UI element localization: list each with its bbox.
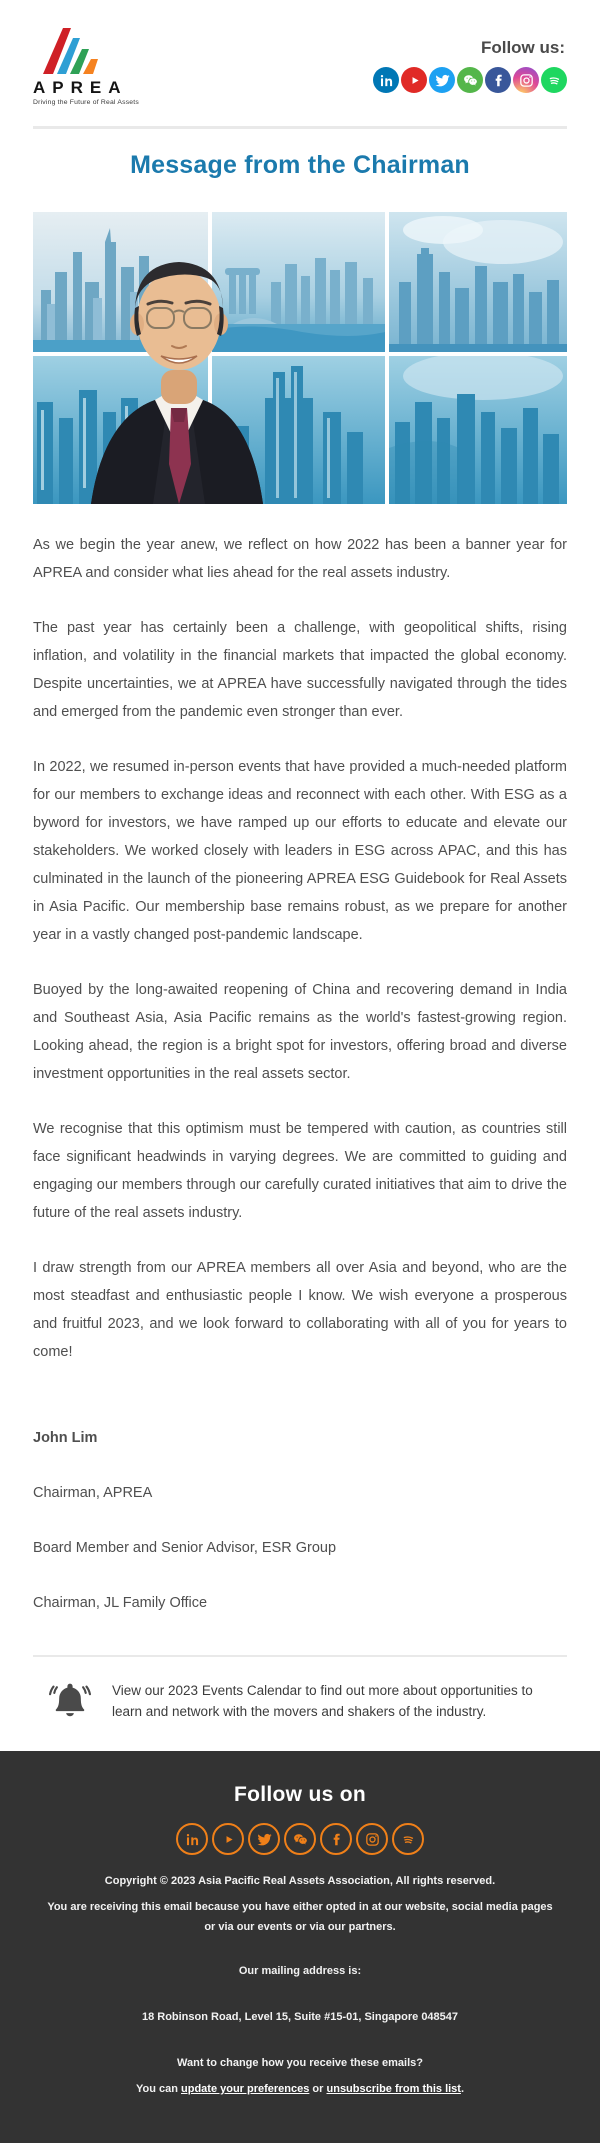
paragraph: I draw strength from our APREA members all over Asia and beyond, who are the most steadfast and enthusiastic people I know. We wish everyone a prosperous and fruitful 2023, and we look forward to collaborating with all of you for years to come! [33,1260,567,1360]
aprea-logo-icon [41,24,119,76]
receiving-text: You are receiving this email because you have either opted in at our website, social media pages or via our events or via our partners. [47,1901,553,1933]
header [0,0,600,112]
paragraph: As we begin the year anew, we reflect on how 2022 has been a banner year for APREA and consider what lies ahead for the real assets industry. [33,537,567,581]
paragraph: We recognise that this optimism must be tempered with caution, as countries still face significant headwinds in varying degrees. We are committed to guiding and engaging our members through our carefully curated initiatives that aim to drive the future of the real assets industry. [33,1121,567,1221]
change-middle: or [309,2083,327,2095]
page-title: Message from the Chairman [130,151,470,179]
update-preferences-link[interactable]: update your preferences [181,2083,310,2095]
change-question: Want to change how you receive these emails? [177,2057,423,2069]
facebook-icon[interactable] [320,1823,352,1855]
follow-us-label: Follow us: [480,38,565,57]
footer [0,1751,600,2143]
signature-name: John Lim [33,1430,98,1446]
chairman-message [33,531,567,1617]
preferences-line [40,2079,560,2099]
instagram-icon[interactable] [513,67,539,93]
paragraph: Buoyed by the long-awaited reopening of China and recovering demand in India and Southeast Asia, Asia Pacific remains as the world's fastest-growing region. Looking ahead, the region is a bright spot for investors, offering broad and diverse investment opportunities in the real assets sector. [33,982,567,1082]
chairman-photo-illustration [33,212,567,504]
aprea-logo [33,24,153,106]
brand-name: APREA [33,78,128,97]
linkedin-icon[interactable] [176,1823,208,1855]
bell-icon [44,1679,96,1723]
mailing-address: 18 Robinson Road, Level 15, Suite #15-01, Singapore 048547 [141,2011,459,2023]
notice-text: View our 2023 Events Calendar to find out more about opportunities to learn and network with the movers and shakers of the industry. [112,1683,533,1719]
facebook-icon[interactable] [485,67,511,93]
change-prefix: You can [135,2083,181,2095]
spotify-icon[interactable] [541,67,567,93]
twitter-icon[interactable] [248,1823,280,1855]
unsubscribe-link[interactable]: unsubscribe from this list [326,2083,461,2095]
brand-tagline: Driving the Future of Real Assets [33,99,139,106]
footer-social-icons [40,1823,560,1855]
signature-block [33,1424,567,1617]
wechat-icon[interactable] [284,1823,316,1855]
paragraph: The past year has certainly been a challenge, with geopolitical shifts, rising inflation, and volatility in the financial markets that impacted the global economy. Despite uncertainties, we at APREA have successfully navigated through the tides and emerged from the pandemic even stronger than ever. [33,620,567,720]
linkedin-icon[interactable] [373,67,399,93]
chairman-photo [33,212,567,504]
mailing-label: Our mailing address is: [238,1965,362,1977]
copyright-text: Copyright © 2023 Asia Pacific Real Assets Association, All rights reserved. [104,1875,496,1887]
instagram-icon[interactable] [356,1823,388,1855]
header-follow-block [373,24,567,93]
header-divider [33,126,567,129]
signature-title: Board Member and Senior Advisor, ESR Group [33,1540,337,1556]
youtube-icon[interactable] [212,1823,244,1855]
footer-follow-heading: Follow us on [234,1783,366,1806]
youtube-icon[interactable] [401,67,427,93]
wechat-icon[interactable] [457,67,483,93]
header-social-icons [373,67,567,93]
spotify-icon[interactable] [392,1823,424,1855]
signature-title: Chairman, JL Family Office [33,1595,208,1611]
paragraph: In 2022, we resumed in-person events that have provided a much-needed platform for our members to exchange ideas and reconnect with each other. With ESG as a byword for investors, we have ramped up our efforts to educate and elevate our stakeholders. We worked closely with leaders in ESG across APAC, and this has culminated in the launch of the pioneering APREA ESG Guidebook for Real Assets in Asia Pacific. Our membership base remains robust, as we prepare for another year in a vastly changed post-pandemic landscape. [33,759,567,943]
events-calendar-notice [44,1679,556,1723]
signature-title: Chairman, APREA [33,1485,153,1501]
change-suffix: . [460,2083,465,2095]
section-divider [33,1655,567,1657]
twitter-icon[interactable] [429,67,455,93]
